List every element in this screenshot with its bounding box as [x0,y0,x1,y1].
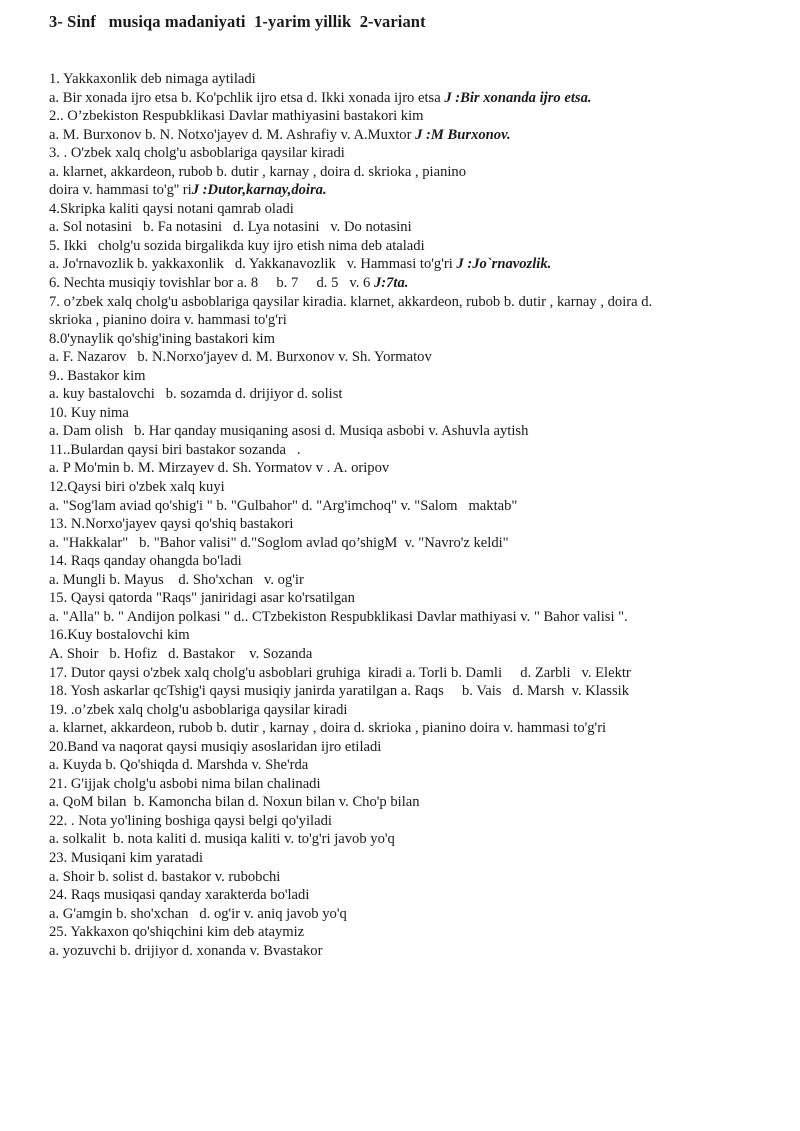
line-text: 7. o’zbek xalq cholg'u asboblariga qaysilar kiradia. klarnet, akkardeon, rubob b. dutir , karnay , doira d. [49,293,653,310]
line-text: a. klarnet, akkardeon, rubob b. dutir , karnay , doira d. skrioka , pianino [49,163,467,180]
line-text: a. Mungli b. Mayus d. Sho'xchan v. og'ir [49,571,304,588]
document-line [49,589,769,608]
document-line [49,905,769,924]
line-text: 17. Dutor qaysi o'zbek xalq cholg'u asboblari gruhiga kiradi a. Torli b. Damli d. Zarbli v. Elektr [49,664,631,681]
line-text: skrioka , pianino doira v. hammasi to'g'ri [49,312,287,329]
line-text: a. M. Burxonov b. N. Notxo'jayev d. M. Ashrafiy v. A.Muxtor [49,126,416,143]
document-line [49,478,769,497]
line-text: 11..Bulardan qaysi biri bastakor sozanda . [49,441,301,458]
document-line [49,701,769,720]
line-text: 14. Raqs qanday ohangda bo'ladi [49,553,242,570]
line-text: a. "Alla" b. " Andijon polkasi " d.. CTzbekiston Respubklikasi Davlar mathiyasi v. " Bahor valisi ". [49,608,628,625]
line-text: doira v. hammasi to'g'' ri [49,182,192,199]
document-line [49,126,769,145]
document-line [49,163,769,182]
document-line [49,459,769,478]
document-line [49,218,769,237]
line-text: 5. Ikki cholg'u sozida birgalikda kuy ijro etish nima deb ataladi [49,237,425,254]
document-line [49,552,769,571]
document-line [49,515,769,534]
document-line [49,626,769,645]
document-line [49,70,769,89]
document-line [49,923,769,942]
line-text: 15. Qaysi qatorda "Raqs" janiridagi asar ko'rsatilgan [49,590,355,607]
document-line [49,330,769,349]
line-text: 4.Skripka kaliti qaysi notani qamrab oladi [49,200,294,217]
document-line [49,385,769,404]
line-text: 12.Qaysi biri o'zbek xalq kuyi [49,479,225,496]
document-line [49,422,769,441]
line-text: 13. N.Norxo'jayev qaysi qo'shiq bastakori [49,516,294,533]
line-text: 16.Kuy bostalovchi kim [49,627,190,644]
answer-key: J :Bir xonanda ijro etsa. [444,89,592,106]
answer-key: J :M Burxonov. [415,126,511,143]
document-line [49,886,769,905]
line-text: a. Shoir b. solist d. bastakor v. rubobchi [49,868,281,885]
line-text: 3. . O'zbek xalq cholg'u asboblariga qaysilar kiradi [49,145,345,162]
line-text: 19. .o’zbek xalq cholg'u asboblariga qaysilar kiradi [49,701,348,718]
line-text: a. Kuyda b. Qo'shiqda d. Marshda v. She'rda [49,757,309,774]
document-line [49,311,769,330]
line-text: a. Jo'rnavozlik b. yakkaxonlik d. Yakkanavozlik v. Hammasi to'g'ri [49,256,457,273]
document-line [49,237,769,256]
line-text: 6. Nechta musiqiy tovishlar bor a. 8 b. 7 d. 5 v. 6 [49,275,374,292]
document-line [49,181,769,200]
document-line [49,868,769,887]
line-text: a. yozuvchi b. drijiyor d. xonanda v. Bvastakor [49,942,323,959]
line-text: 21. G'ijjak cholg'u asbobi nima bilan chalinadi [49,775,321,792]
document-line [49,293,769,312]
document-line [49,756,769,775]
line-text: A. Shoir b. Hofiz d. Bastakor v. Sozanda [49,645,313,662]
line-text: a. G'amgin b. sho'xchan d. og'ir v. aniq javob yo'q [49,905,347,922]
document-line [49,793,769,812]
document-line [49,107,769,126]
document-line [49,812,769,831]
document-line [49,682,769,701]
line-text: 18. Yosh askarlar qcTshig'i qaysi musiqiy janirda yaratilgan a. Raqs b. Vais d. Marsh v. Klassik [49,683,630,700]
document-line [49,738,769,757]
document-line [49,274,769,293]
document-line [49,571,769,590]
line-text: a. Dam olish b. Har qanday musiqaning asosi d. Musiqa asbobi v. Ashuvla aytish [49,423,529,440]
document-line [49,645,769,664]
line-text: a. Sol notasini b. Fa notasini d. Lya notasini v. Do notasini [49,219,412,236]
line-text: a. QoM bilan b. Kamoncha bilan d. Noxun bilan v. Cho'p bilan [49,794,420,811]
document-line [49,367,769,386]
line-text: 9.. Bastakor kim [49,367,146,384]
line-text: 23. Musiqani kim yaratadi [49,849,204,866]
document-line [49,441,769,460]
line-text: a. "Hakkalar" b. "Bahor valisi" d."Soglom avlad qo’shigM v. "Navro'z keldi" [49,534,509,551]
document-line [49,849,769,868]
document-line [49,497,769,516]
document-line [49,942,769,961]
document-line [49,348,769,367]
line-text: a. "Sog'lam aviad qo'shig'i " b. "Gulbahor" d. "Arg'imchoq" v. "Salom maktab" [49,497,518,514]
document-line [49,200,769,219]
line-text: 8.0'ynaylik qo'shig'ining bastakori kim [49,330,275,347]
document-line [49,664,769,683]
answer-key: J :Jo`rnavozlik. [456,256,552,273]
line-text: 25. Yakkaxon qo'shiqchini kim deb ataymiz [49,924,305,941]
document-line [49,255,769,274]
line-text: 22. . Nota yo'lining boshiga qaysi belgi qo'yiladi [49,812,332,829]
document-line [49,404,769,423]
document-line [49,608,769,627]
document-title: 3- Sinf musiqa madaniyati 1-yarim yillik 2-variant [49,12,426,31]
document-line [49,719,769,738]
document-line [49,144,769,163]
document-line [49,775,769,794]
line-text: a. klarnet, akkardeon, rubob b. dutir , karnay , doira d. skrioka , pianino doira v. hammasi to'g'ri [49,720,607,737]
document-line [49,830,769,849]
line-text: 1. Yakkaxonlik deb nimaga aytiladi [49,71,256,87]
answer-key: J:7ta. [373,275,409,292]
question-list [49,70,769,960]
line-text: 24. Raqs musiqasi qanday xarakterda bo'ladi [49,887,310,904]
answer-key: J :Dutor,karnay,doira. [191,182,327,199]
line-text: 10. Kuy nima [49,404,129,421]
document-line [49,89,769,108]
line-text: a. Bir xonada ijro etsa b. Ko'pchlik ijro etsa d. Ikki xonada ijro etsa [49,89,445,106]
line-text: a. solkalit b. nota kaliti d. musiqa kaliti v. to'g'ri javob yo'q [49,831,395,848]
line-text: 20.Band va naqorat qaysi musiqiy asoslaridan ijro etiladi [49,738,382,755]
document-line [49,534,769,553]
line-text: a. kuy bastalovchi b. sozamda d. drijiyor d. solist [49,386,343,403]
line-text: a. F. Nazarov b. N.Norxo'jayev d. M. Burxonov v. Sh. Yormatov [49,349,432,366]
line-text: 2.. O’zbekiston Respubklikasi Davlar mathiyasini bastakori kim [49,108,424,125]
line-text: a. P Mo'min b. M. Mirzayev d. Sh. Yormatov v . A. oripov [49,460,390,477]
